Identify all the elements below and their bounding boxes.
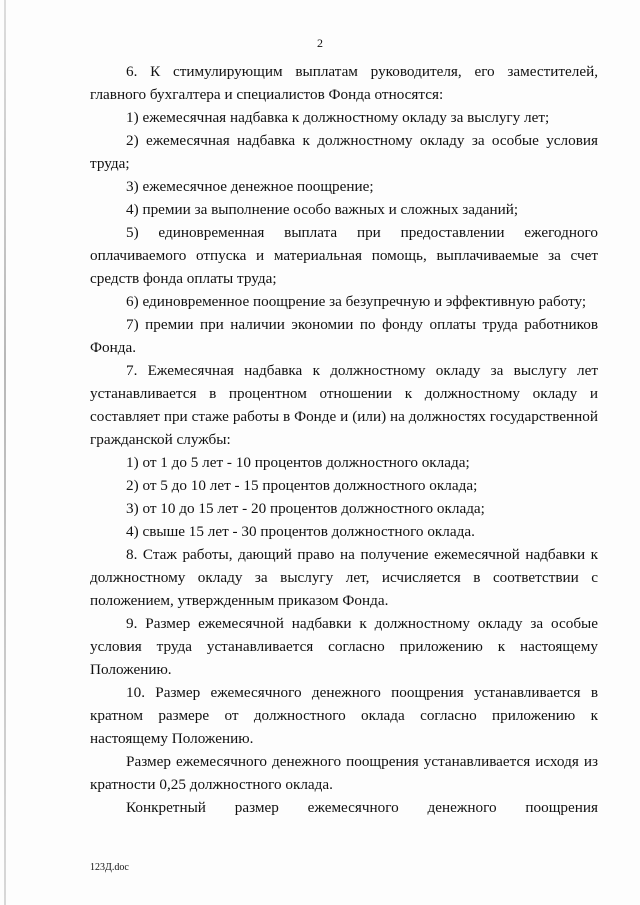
list-item-6-4: 4) премии за выполнение особо важных и сложных заданий; <box>126 201 519 218</box>
paragraph-10-continuation: Размер ежемесячного денежного поощрения устанавливается исходя из кратности 0,25 должностного оклада. <box>90 753 598 793</box>
page-number: 2 <box>317 36 323 50</box>
list-item-6-1: 1) ежемесячная надбавка к должностному окладу за выслугу лет; <box>126 109 550 126</box>
paragraph-9: 9. Размер ежемесячной надбавки к должностному окладу за особые условия труда устанавливается согласно приложению к настоящему Положению. <box>90 615 598 678</box>
list-item-7-1: 1) от 1 до 5 лет - 10 процентов должностного оклада; <box>126 454 470 471</box>
paragraph-10-truncated: Конкретный размер ежемесячного денежного поощрения <box>126 799 598 816</box>
footer-filename: 123Д.doc <box>90 862 129 873</box>
list-item-7-2: 2) от 5 до 10 лет - 15 процентов должностного оклада; <box>126 477 478 494</box>
list-item-6-3: 3) ежемесячное денежное поощрение; <box>126 178 374 195</box>
list-item-6-6: 6) единовременное поощрение за безупречную и эффективную работу; <box>126 293 587 310</box>
paragraph-10: 10. Размер ежемесячного денежного поощрения устанавливается в кратном размере от должностного оклада согласно приложению к настоящему Положению. <box>90 684 598 747</box>
list-item-6-2: 2) ежемесячная надбавка к должностному окладу за особые условия труда; <box>90 132 598 172</box>
document-body <box>90 60 598 819</box>
scan-edge-shadow <box>4 0 6 905</box>
list-item-7-4: 4) свыше 15 лет - 30 процентов должностного оклада. <box>126 523 475 540</box>
paragraph-7-heading: 7. Ежемесячная надбавка к должностному окладу за выслугу лет устанавливается в процентном отношении к должностному окладу и составляет при стаже работы в Фонде и (или) на должностях государственной гражданской службы: <box>90 362 598 448</box>
paragraph-6-heading: 6. К стимулирующим выплатам руководителя, его заместителей, главного бухгалтера и специалистов Фонда относятся: <box>90 63 598 103</box>
list-item-6-5: 5) единовременная выплата при предоставлении ежегодного оплачиваемого отпуска и материальная помощь, выплачиваемые за счет средств фонда оплаты труда; <box>90 224 598 287</box>
paragraph-8: 8. Стаж работы, дающий право на получение ежемесячной надбавки к должностному окладу за выслугу лет, исчисляется в соответствии с положением, утвержденным приказом Фонда. <box>90 546 598 609</box>
list-item-6-7: 7) премии при наличии экономии по фонду оплаты труда работников Фонда. <box>90 316 598 356</box>
list-item-7-3: 3) от 10 до 15 лет - 20 процентов должностного оклада; <box>126 500 485 517</box>
